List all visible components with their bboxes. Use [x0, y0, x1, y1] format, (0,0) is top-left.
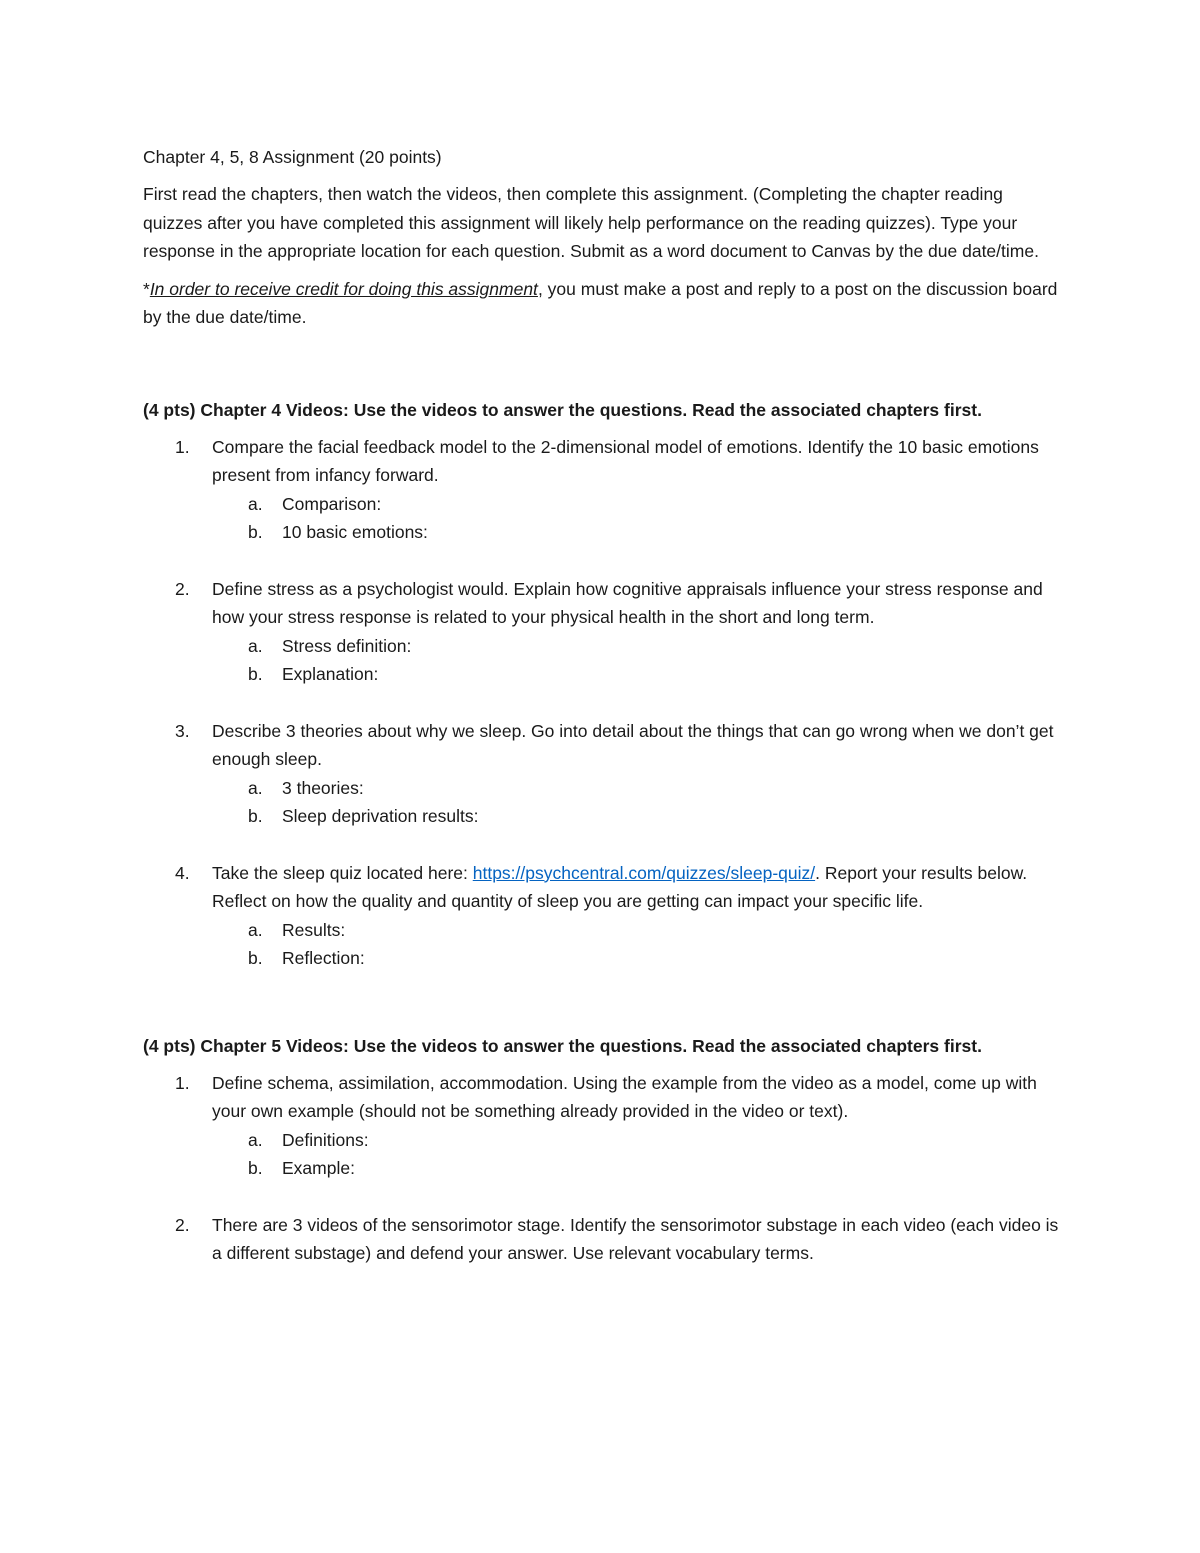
sub-label: Reflection: — [282, 948, 365, 968]
sub-letter: a. — [248, 1129, 263, 1150]
question-text: Define stress as a psychologist would. Explain how cognitive appraisals influence your stress response and how your stress response is related to your physical health in the short and long term. — [212, 578, 1043, 627]
chapter5-question-1 — [143, 1069, 1063, 1183]
intro-paragraph: First read the chapters, then watch the videos, then complete this assignment. (Completing the chapter reading quizzes after you have completed this assignment will likely help performance on the reading quizzes). Type your response in the appropriate location for each question. Submit as a word document to Canvas by the due date/time. — [143, 184, 1039, 261]
sub-label: Stress definition: — [282, 635, 412, 656]
sub-label: Sleep deprivation results: — [282, 806, 479, 826]
sub-letter: b. — [248, 948, 263, 968]
chapter4-question-2 — [143, 575, 1063, 689]
sub-letter: b. — [248, 1158, 263, 1178]
sub-label: Example: — [282, 1158, 355, 1178]
question-text: Define schema, assimilation, accommodation. Using the example from the video as a model, come up with your own example (should not be something already provided in the video or text). — [212, 1072, 1037, 1121]
chapter4-question-4 — [143, 859, 1063, 973]
chapter4-question-1 — [143, 433, 1063, 547]
credit-rest: , you must make a post and reply to a post on the discussion board by the due date/time. — [143, 278, 1058, 327]
sub-label: Explanation: — [282, 664, 379, 684]
chapter4-heading: (4 pts) Chapter 4 Videos: Use the videos to answer the questions. Read the associated chapters first. — [143, 399, 982, 420]
sub-letter: b. — [248, 806, 263, 826]
question-number: 1. — [175, 436, 190, 457]
question-number: 3. — [175, 720, 190, 741]
chapter5-heading: (4 pts) Chapter 5 Videos: Use the videos to answer the questions. Read the associated chapters first. — [143, 1035, 982, 1056]
chapter4-question-3 — [143, 717, 1063, 831]
credit-note — [143, 275, 1063, 332]
question-number: 2. — [175, 578, 190, 599]
assignment-title: Chapter 4, 5, 8 Assignment (20 points) — [143, 147, 442, 167]
sub-label: Comparison: — [282, 493, 382, 514]
credit-emphasis: In order to receive credit for doing this assignment — [149, 278, 538, 299]
question-text: Describe 3 theories about why we sleep. Go into detail about the things that can go wrong when we don’t get enough sleep. — [212, 720, 1054, 769]
chapter5-question-2 — [143, 1211, 1063, 1268]
sub-letter: b. — [248, 664, 263, 684]
asterisk: * — [143, 278, 150, 299]
document-page — [143, 143, 1063, 1268]
question-number: 1. — [175, 1072, 190, 1093]
sub-label: Definitions: — [282, 1129, 369, 1150]
question-text: Compare the facial feedback model to the 2-dimensional model of emotions. Identify the 10 basic emotions present from infancy forward. — [212, 436, 1039, 485]
sub-label: Results: — [282, 919, 346, 940]
sub-letter: a. — [248, 777, 263, 798]
question-number: 4. — [175, 862, 190, 883]
sleep-quiz-link[interactable]: https://psychcentral.com/quizzes/sleep-quiz/ — [472, 862, 816, 883]
sub-letter: a. — [248, 493, 263, 514]
question-number: 2. — [175, 1214, 190, 1235]
sub-label: 10 basic emotions: — [282, 522, 428, 542]
sub-label: 3 theories: — [282, 777, 364, 798]
sub-letter: a. — [248, 919, 263, 940]
question-text-after-link: . Report your results below. Reflect on how the quality and quantity of sleep you are getting can impact your specific life. — [212, 862, 1028, 911]
sub-letter: b. — [248, 522, 263, 542]
sub-letter: a. — [248, 635, 263, 656]
question-text-before-link: Take the sleep quiz located here: — [212, 862, 473, 883]
question-text: There are 3 videos of the sensorimotor stage. Identify the sensorimotor substage in each video (each video is a different substage) and defend your answer. Use relevant vocabulary terms. — [212, 1214, 1059, 1263]
